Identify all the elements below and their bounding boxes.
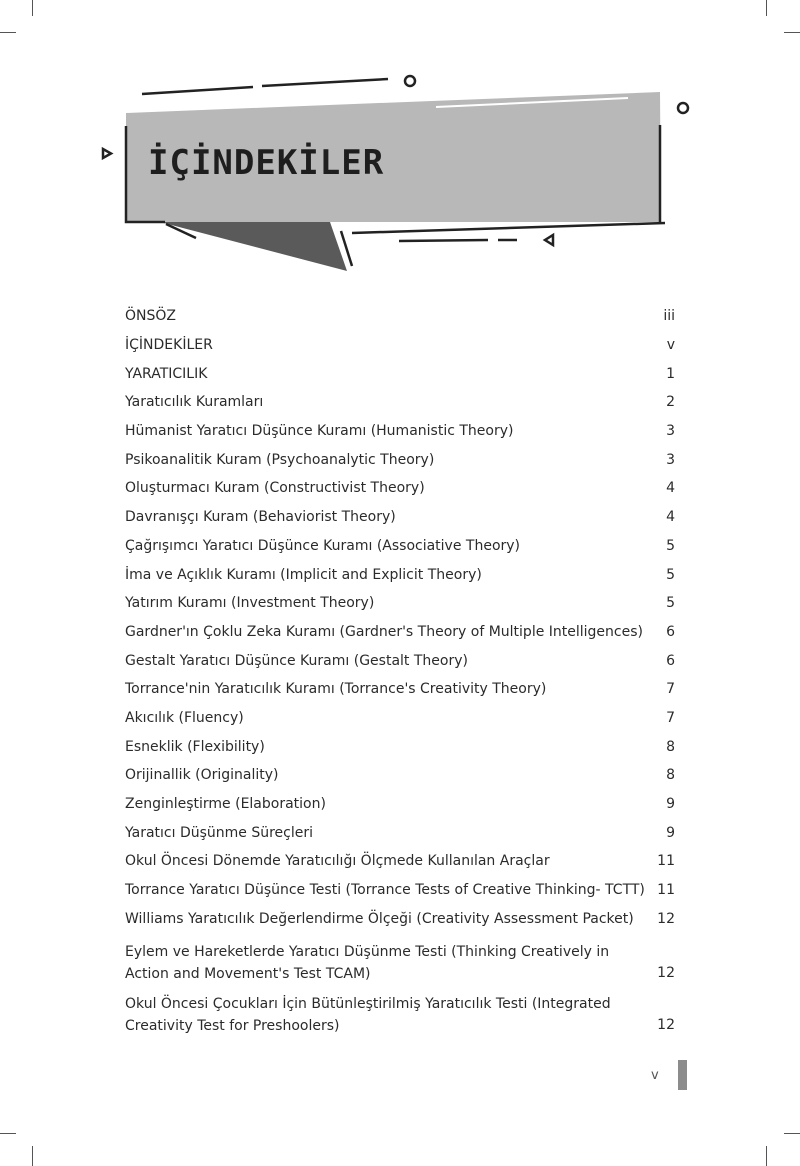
- toc-entry: [125, 790, 675, 819]
- crop-mark: [32, 1146, 33, 1166]
- triangle-ornament: [545, 235, 553, 245]
- toc-entry: [125, 474, 675, 503]
- toc-entry-page: 8: [666, 738, 675, 755]
- toc-entry-page: 3: [666, 423, 675, 440]
- toc-entry: [125, 646, 675, 675]
- toc-entry-page: 12: [657, 910, 675, 927]
- toc-entry-title: Psikoanalitik Kuram (Psychoanalytic Theory): [125, 451, 435, 468]
- toc-entry: [125, 589, 675, 618]
- toc-entry: [125, 761, 675, 790]
- toc-entry-title: Zenginleştirme (Elaboration): [125, 796, 326, 813]
- toc-entry-title: İma ve Açıklık Kuramı (Implicit and Explicit Theory): [125, 566, 482, 583]
- toc-entry: [125, 445, 675, 474]
- toc-entry-title: ÖNSÖZ: [125, 308, 176, 325]
- toc-entry-page: iii: [663, 308, 675, 325]
- toc-entry-title: Okul Öncesi Çocukları İçin Bütünleştirilmiş Yaratıcılık Testi (Integrated Creativity Test for Preshoolers): [125, 996, 611, 1035]
- toc-entry-title: Yatırım Kuramı (Investment Theory): [125, 595, 375, 612]
- toc-entry-title: Gardner'ın Çoklu Zeka Kuramı (Gardner's Theory of Multiple Intelligences): [125, 623, 643, 640]
- toc-entry: [125, 732, 675, 761]
- toc-entry: [125, 934, 675, 985]
- speech-tail: [160, 222, 347, 271]
- toc-entry-title: Hümanist Yaratıcı Düşünce Kuramı (Humanistic Theory): [125, 423, 514, 440]
- toc-entry: [125, 818, 675, 847]
- toc-entry-page: 6: [666, 652, 675, 669]
- toc-entry: [125, 417, 675, 446]
- toc-entry-title: Okul Öncesi Dönemde Yaratıcılığı Ölçmede Kullanılan Araçlar: [125, 853, 550, 870]
- toc-entry-title: Akıcılık (Fluency): [125, 709, 244, 726]
- toc-entry-page: 6: [666, 623, 675, 640]
- toc-entry: [125, 618, 675, 647]
- toc-entry-page: v: [666, 337, 675, 354]
- toc-entry-title: İÇİNDEKİLER: [125, 337, 213, 354]
- toc-entry: [125, 532, 675, 561]
- toc-entry: [125, 675, 675, 704]
- toc-entry: [125, 847, 675, 876]
- toc-entry: [125, 388, 675, 417]
- toc-entry-title: Orijinallik (Originality): [125, 767, 279, 784]
- toc-entry-title: Williams Yaratıcılık Değerlendirme Ölçeği (Creativity Assessment Packet): [125, 910, 634, 927]
- header-banner: [0, 0, 800, 290]
- page-number: v: [651, 1068, 659, 1083]
- toc-entry-title: Çağrışımcı Yaratıcı Düşünce Kuramı (Associative Theory): [125, 537, 521, 554]
- toc-entry-page: 9: [666, 796, 675, 813]
- toc-entry-page: 2: [666, 394, 675, 411]
- toc-entry: [125, 503, 675, 532]
- toc-entry-page: 1: [666, 365, 675, 382]
- toc-entry-title: Torrance'nin Yaratıcılık Kuramı (Torrance's Creativity Theory): [125, 681, 547, 698]
- toc-entry-title: Oluşturmacı Kuram (Constructivist Theory): [125, 480, 425, 497]
- triangle-ornament: [103, 149, 111, 158]
- toc-entry: [125, 359, 675, 388]
- toc-entry-page: 12: [657, 1017, 675, 1034]
- crop-mark: [0, 1133, 16, 1134]
- table-of-contents: [125, 302, 675, 1037]
- page-number-bar: [678, 1060, 687, 1090]
- toc-entry-page: 8: [666, 767, 675, 784]
- toc-entry-title: Torrance Yaratıcı Düşünce Testi (Torrance Tests of Creative Thinking- TCTT): [125, 882, 645, 899]
- circle-ornament: [405, 76, 415, 86]
- toc-entry-title: Yaratıcılık Kuramları: [125, 394, 264, 411]
- toc-entry-page: 11: [657, 853, 675, 870]
- toc-entry-page: 5: [666, 566, 675, 583]
- toc-entry-title: Davranışçı Kuram (Behaviorist Theory): [125, 509, 396, 526]
- page-title: İÇİNDEKİLER: [148, 143, 385, 183]
- toc-entry-page: 4: [666, 509, 675, 526]
- toc-entry: [125, 560, 675, 589]
- toc-entry: [125, 302, 675, 331]
- toc-entry-page: 7: [666, 709, 675, 726]
- toc-entry: [125, 876, 675, 905]
- toc-entry-page: 5: [666, 595, 675, 612]
- toc-entry: [125, 904, 675, 933]
- crop-mark: [784, 1133, 800, 1134]
- toc-entry-title: Eylem ve Hareketlerde Yaratıcı Düşünme Testi (Thinking Creatively in Action and Movement's Test TCAM): [125, 944, 610, 983]
- toc-entry-title: Gestalt Yaratıcı Düşünce Kuramı (Gestalt Theory): [125, 652, 468, 669]
- toc-entry-page: 12: [657, 965, 675, 982]
- toc-entry: [125, 986, 675, 1037]
- circle-ornament: [678, 103, 688, 113]
- toc-entry-title: YARATICILIK: [125, 365, 208, 382]
- toc-entry-page: 9: [666, 824, 675, 841]
- toc-entry: [125, 704, 675, 733]
- toc-entry-page: 7: [666, 681, 675, 698]
- toc-entry-page: 4: [666, 480, 675, 497]
- toc-entry-page: 5: [666, 537, 675, 554]
- toc-entry-title: Esneklik (Flexibility): [125, 738, 265, 755]
- toc-entry-page: 3: [666, 451, 675, 468]
- toc-entry-title: Yaratıcı Düşünme Süreçleri: [125, 824, 314, 841]
- toc-entry: [125, 331, 675, 360]
- toc-entry-page: 11: [657, 882, 675, 899]
- crop-mark: [766, 1146, 767, 1166]
